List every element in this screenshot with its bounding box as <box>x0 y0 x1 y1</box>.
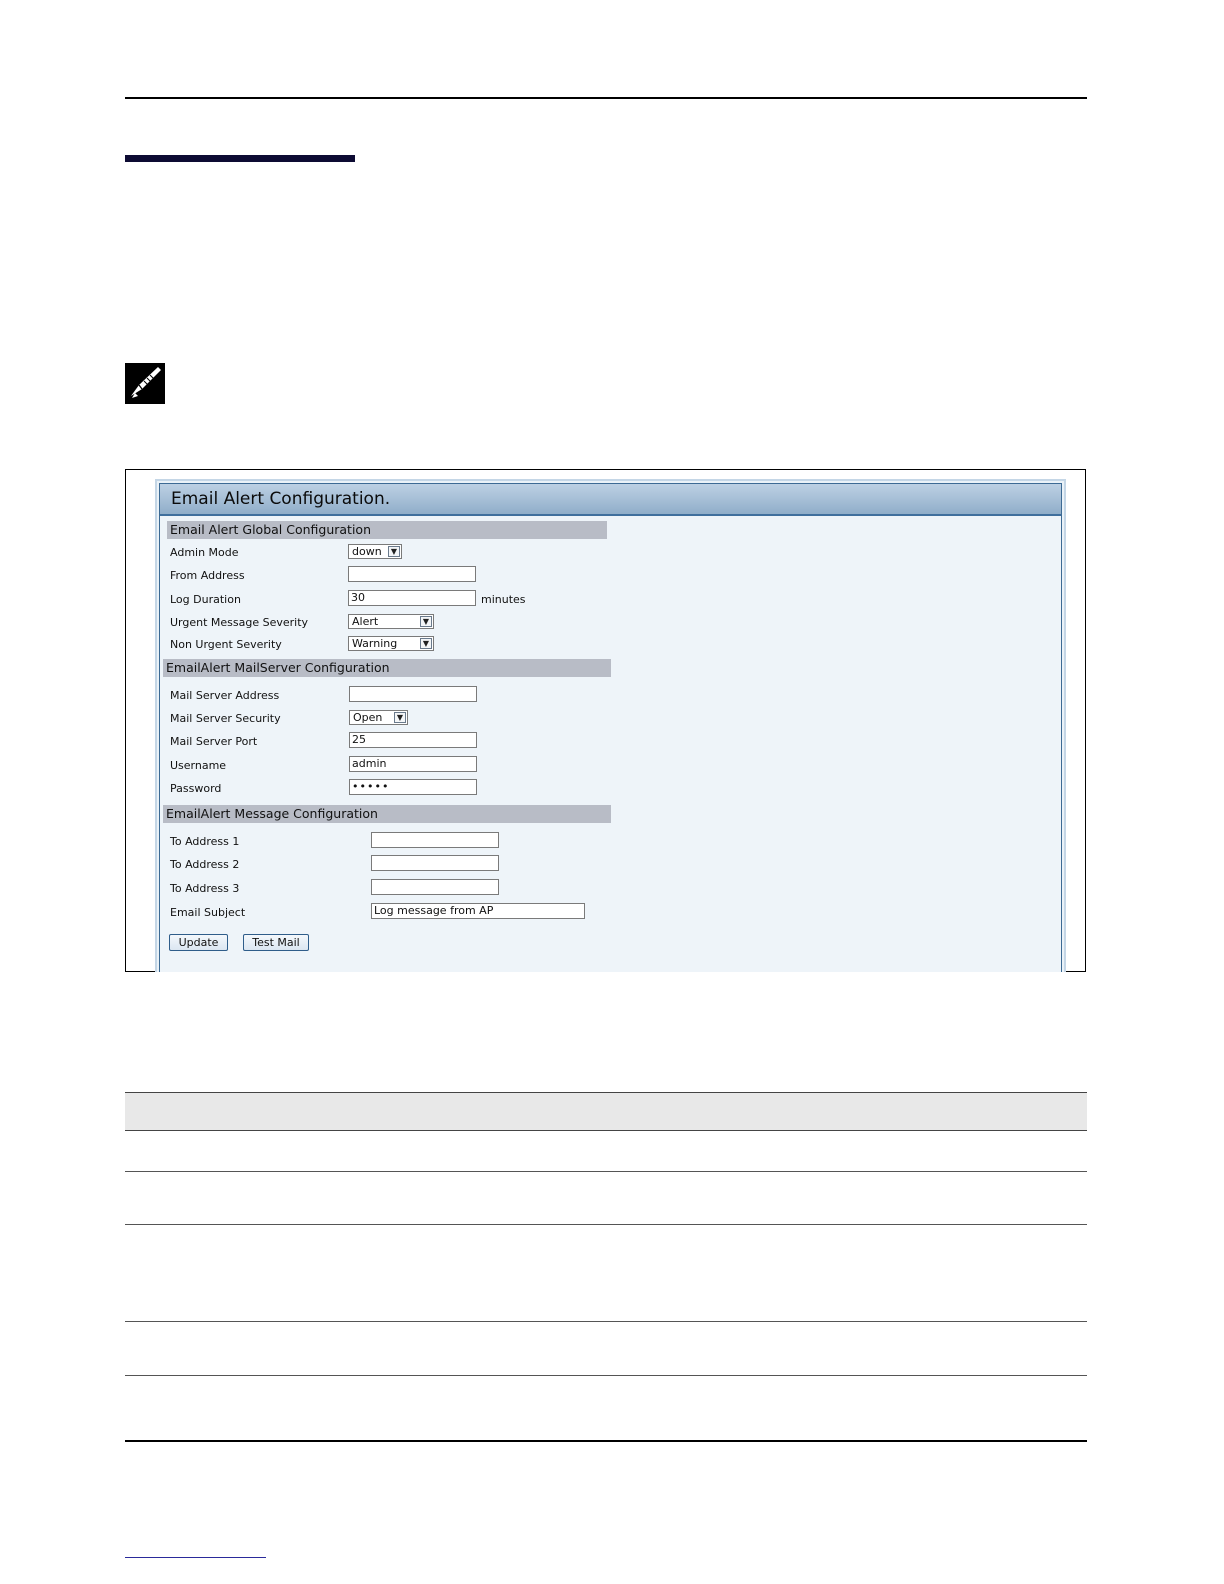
urgent-severity-label: Urgent Message Severity <box>170 616 309 629</box>
to-address-2-label: To Address 2 <box>170 858 240 871</box>
table-bottom-rule <box>125 1440 1087 1442</box>
screenshot-figure <box>125 469 1086 972</box>
section-global-config: Email Alert Global Configuration <box>167 521 607 539</box>
chevron-down-icon[interactable]: ▼ <box>420 638 432 649</box>
test-mail-button[interactable]: Test Mail <box>243 934 309 951</box>
log-duration-unit: minutes <box>481 593 526 606</box>
to-address-1-field[interactable] <box>371 832 499 848</box>
section-mailserver-config: EmailAlert MailServer Configuration <box>163 659 611 677</box>
username-label: Username <box>170 759 227 772</box>
email-alert-panel <box>155 479 1066 972</box>
section-message-config: EmailAlert Message Configuration <box>163 805 611 823</box>
password-field[interactable]: ••••• <box>349 779 477 795</box>
admin-mode-value: down <box>352 545 382 558</box>
mail-server-address-label: Mail Server Address <box>170 689 280 702</box>
username-field[interactable]: admin <box>349 756 477 772</box>
email-subject-label: Email Subject <box>170 906 246 919</box>
from-address-field[interactable] <box>348 566 476 582</box>
table-row-divider <box>125 1224 1087 1225</box>
non-urgent-severity-select[interactable] <box>348 636 434 651</box>
log-duration-field[interactable]: 30 <box>348 590 476 606</box>
panel-body <box>160 516 1061 972</box>
chevron-down-icon[interactable]: ▼ <box>388 546 400 557</box>
mail-server-port-label: Mail Server Port <box>170 735 258 748</box>
to-address-1-label: To Address 1 <box>170 835 240 848</box>
mail-server-security-select[interactable] <box>349 710 408 725</box>
table-row-divider <box>125 1321 1087 1322</box>
mail-server-address-field[interactable] <box>349 686 477 702</box>
table-row-divider <box>125 1171 1087 1172</box>
note-pencil-icon <box>125 363 165 404</box>
footer-link-underline <box>125 1557 266 1558</box>
password-label: Password <box>170 782 222 795</box>
log-duration-label: Log Duration <box>170 593 241 606</box>
mail-server-security-value: Open <box>353 711 383 724</box>
admin-mode-label: Admin Mode <box>170 546 239 559</box>
admin-mode-select[interactable] <box>348 544 402 559</box>
urgent-severity-value: Alert <box>352 615 379 628</box>
chevron-down-icon[interactable]: ▼ <box>394 712 406 723</box>
to-address-3-label: To Address 3 <box>170 882 240 895</box>
to-address-3-field[interactable] <box>371 879 499 895</box>
update-button[interactable]: Update <box>169 934 228 951</box>
table-row-divider <box>125 1375 1087 1376</box>
urgent-severity-select[interactable] <box>348 614 434 629</box>
mail-server-security-label: Mail Server Security <box>170 712 281 725</box>
non-urgent-severity-value: Warning <box>352 637 398 650</box>
section-title-bar <box>125 155 355 162</box>
panel-header <box>160 484 1061 516</box>
page-header-rule <box>125 97 1087 99</box>
mail-server-port-field[interactable]: 25 <box>349 732 477 748</box>
email-subject-field[interactable]: Log message from AP <box>371 903 585 919</box>
table-header-row <box>125 1092 1087 1131</box>
chevron-down-icon[interactable]: ▼ <box>420 616 432 627</box>
panel-title: Email Alert Configuration. <box>171 489 391 509</box>
non-urgent-severity-label: Non Urgent Severity <box>170 638 282 651</box>
to-address-2-field[interactable] <box>371 855 499 871</box>
from-address-label: From Address <box>170 569 245 582</box>
